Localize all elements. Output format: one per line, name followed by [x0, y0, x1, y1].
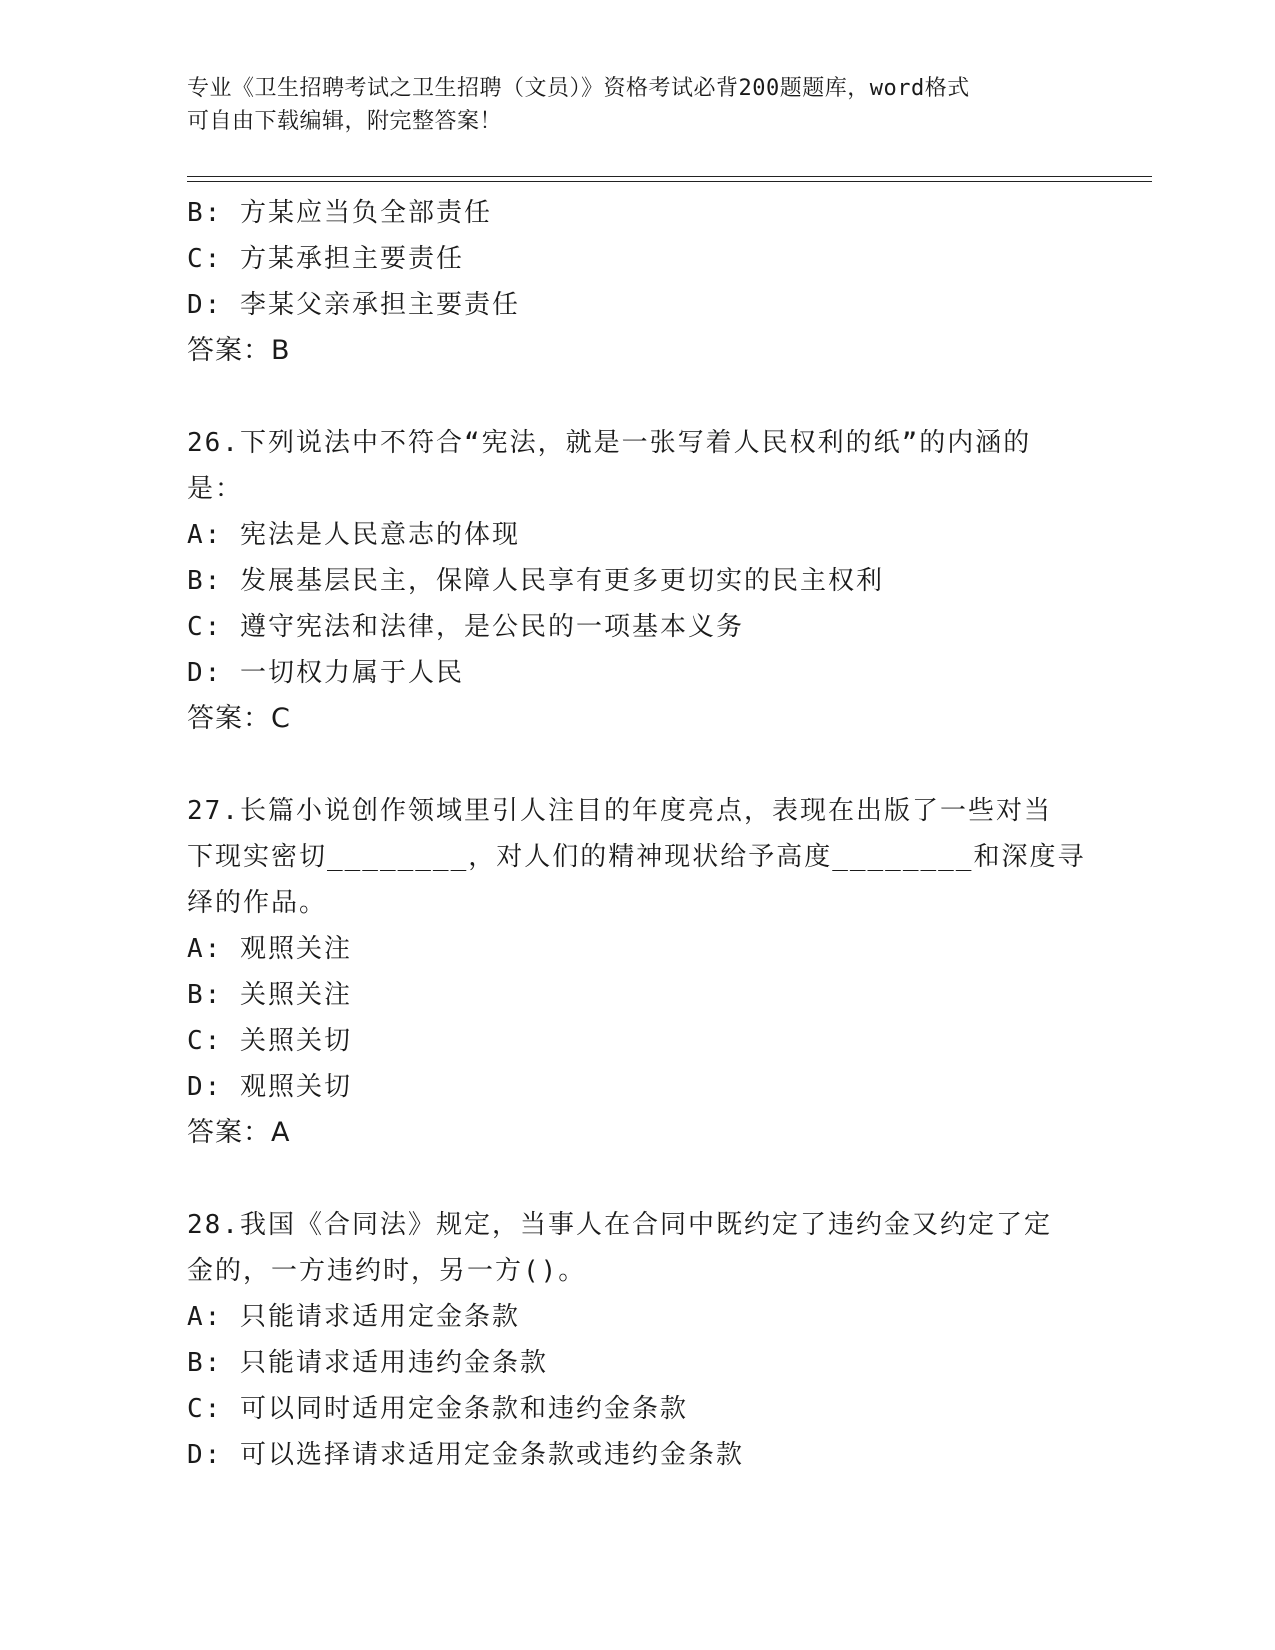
question-27: [187, 788, 1087, 1156]
question-stem-line: 是：: [187, 474, 244, 504]
option-d: D: 李某父亲承担主要责任: [187, 290, 520, 320]
question-stem-line: 26.下列说法中不符合“宪法，就是一张写着人民权利的纸”的内涵的: [187, 428, 1032, 458]
question-stem-line: 28.我国《合同法》规定，当事人在合同中既约定了违约金又约定了定: [187, 1210, 1052, 1240]
question-26: [187, 420, 1087, 742]
spacer: [187, 742, 1087, 788]
option-d: D: 一切权力属于人民: [187, 658, 464, 688]
option-d: D: 可以选择请求适用定金条款或违约金条款: [187, 1440, 744, 1470]
option-c: C: 关照关切: [187, 1026, 352, 1056]
question-list: [187, 190, 1087, 1478]
option-c: C: 可以同时适用定金条款和违约金条款: [187, 1394, 688, 1424]
option-c: C: 方某承担主要责任: [187, 244, 464, 274]
answer: 答案：B: [187, 335, 291, 366]
header-divider-bottom: [187, 181, 1152, 182]
option-b: B: 发展基层民主，保障人民享有更多更切实的民主权利: [187, 566, 884, 596]
header-line-1: 专业《卫生招聘考试之卫生招聘（文员）》资格考试必背200题题库，word格式: [187, 76, 970, 101]
option-b: B: 关照关注: [187, 980, 352, 1010]
option-b: B: 方某应当负全部责任: [187, 198, 492, 228]
question-stem-line: 金的，一方违约时，另一方()。: [187, 1256, 587, 1286]
question-stem-line: 27.长篇小说创作领域里引人注目的年度亮点，表现在出版了一些对当: [187, 796, 1052, 826]
option-d: D: 观照关切: [187, 1072, 352, 1102]
question-stem-line: 绎的作品。: [187, 888, 328, 918]
answer: 答案：C: [187, 703, 291, 734]
option-a: A: 观照关注: [187, 934, 352, 964]
header-line-2: 可自由下载编辑，附完整答案！: [187, 109, 503, 134]
question-25: [187, 190, 1087, 374]
spacer: [187, 374, 1087, 420]
answer: 答案：A: [187, 1117, 291, 1148]
header-divider-top: [187, 176, 1152, 177]
question-stem-line: 下现实密切________，对人们的精神现状给予高度________和深度寻: [187, 842, 1086, 872]
option-b: B: 只能请求适用违约金条款: [187, 1348, 548, 1378]
option-a: A: 宪法是人民意志的体现: [187, 520, 520, 550]
option-a: A: 只能请求适用定金条款: [187, 1302, 520, 1332]
option-c: C: 遵守宪法和法律，是公民的一项基本义务: [187, 612, 744, 642]
question-28: [187, 1202, 1087, 1478]
spacer: [187, 1156, 1087, 1202]
document-header: [187, 72, 1067, 138]
